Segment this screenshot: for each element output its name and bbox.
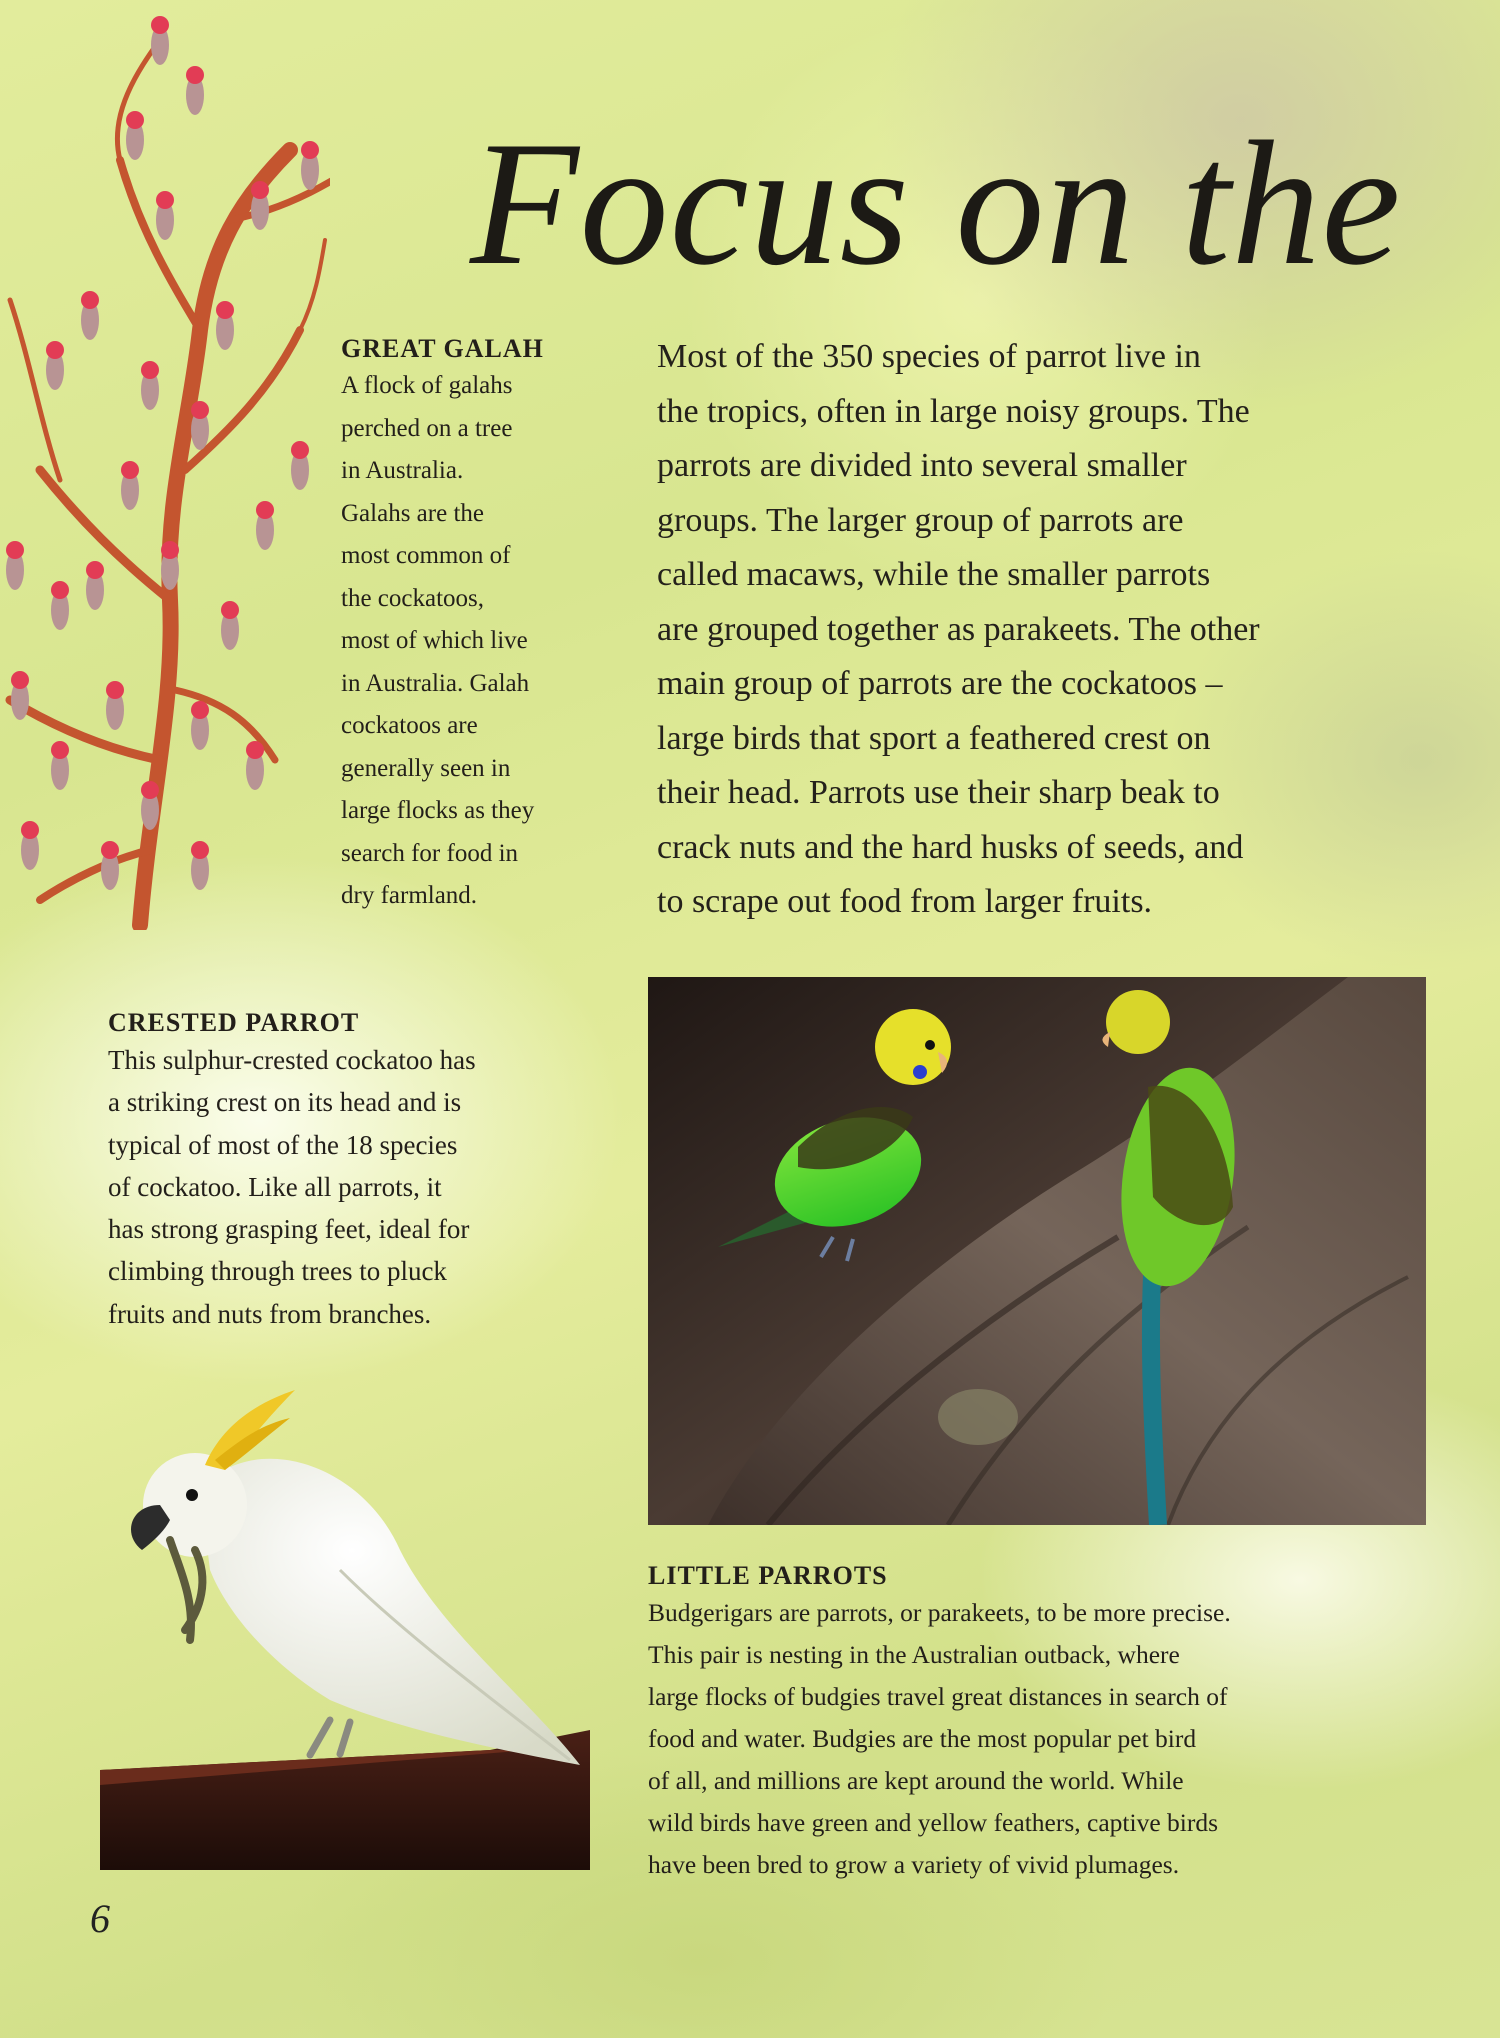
- crested-caption: [108, 1007, 578, 1335]
- crested-text: This sulphur-crested cockatoo has a striking crest on its head and is typical of most of the 18 species of cockatoo. Like all parrots, it has strong grasping feet, ideal for climbing through trees to pluck fruits and nuts from branches.: [108, 1045, 476, 1329]
- galah-text: A flock of galahs perched on a tree in Australia. Galahs are the most common of the cockatoos, most of which live in Australia. Galah cockatoos are generally seen in large flocks as they search for food in dry farmland.: [341, 372, 535, 909]
- cockatoo-photo: [100, 1370, 590, 1870]
- page-number: 6: [90, 1896, 110, 1941]
- little-caption: [648, 1560, 1458, 1886]
- budgerigar-photo: [648, 977, 1426, 1525]
- crested-heading: CRESTED PARROT: [108, 1008, 360, 1037]
- page-title: Focus on the: [470, 104, 1402, 302]
- little-heading: LITTLE PARROTS: [648, 1561, 888, 1590]
- little-text: Budgerigars are parrots, or parakeets, to be more precise. This pair is nesting in the Australian outback, where large flocks of budgies travel great distances in search of food and water. Budgies are the most popular pet bird of all, and millions are kept around the world. While wild birds have green and yellow feathers, captive birds have been bred to grow a variety of vivid plumages.: [648, 1598, 1231, 1879]
- galah-flock-photo: [0, 0, 330, 930]
- galah-caption: [341, 333, 621, 918]
- intro-paragraph: Most of the 350 species of parrot live in the tropics, often in large noisy groups. The parrots are divided into several smaller groups. The larger group of parrots are called macaws, while the smaller parrots are grouped together as parakeets. The other main group of parrots are the cockatoos – large birds that sport a feathered crest on their head. Parrots use their sharp beak to crack nuts and the hard husks of seeds, and to scrape out food from larger fruits.: [657, 338, 1260, 920]
- galah-heading: GREAT GALAH: [341, 334, 544, 363]
